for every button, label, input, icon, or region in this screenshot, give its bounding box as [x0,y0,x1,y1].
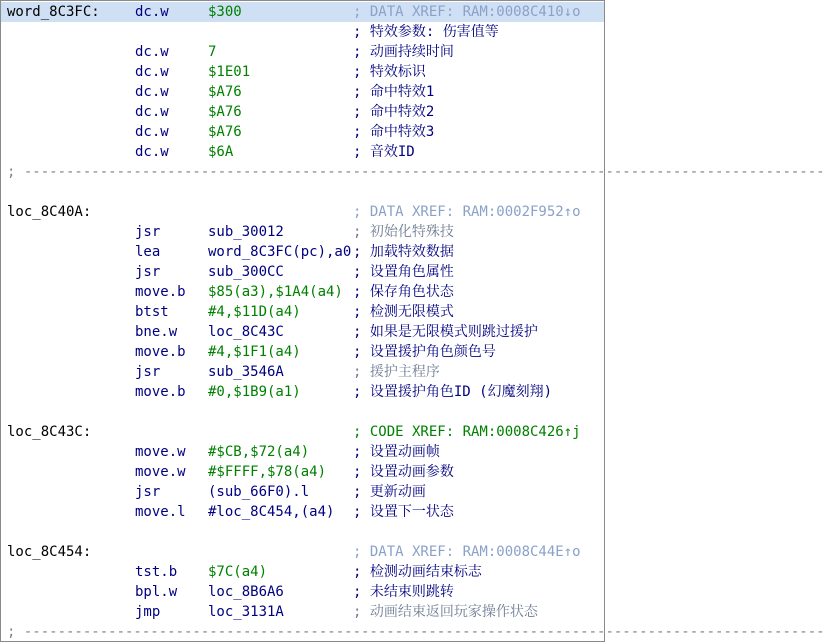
label-line[interactable] [1,422,604,442]
line-comment: ; 设置下一状态 [353,504,454,520]
xref-comment: ; CODE XREF: RAM:0008C426↑j [353,424,581,440]
line-comment: ; 加载特效数据 [353,244,454,260]
line-comment: ; 命中特效2 [353,104,435,120]
instruction-mnemonic[interactable]: dc.w [135,104,169,120]
instruction-mnemonic[interactable]: move.w [135,464,186,480]
instruction-operand[interactable]: $A76 [208,104,242,120]
separator: ; ----------------------------------------------------------------------------------------------- [7,164,825,180]
code-label[interactable]: loc_8C454: [7,544,92,560]
instruction-mnemonic[interactable]: move.b [135,384,186,400]
code-line[interactable] [1,342,604,362]
code-line[interactable] [1,122,604,142]
instruction-mnemonic[interactable]: jsr [135,224,161,240]
instruction-mnemonic[interactable]: jsr [135,364,161,380]
line-comment: ; 动画持续时间 [353,44,454,60]
code-line[interactable] [1,142,604,162]
line-comment: ; 设置动画参数 [353,464,454,480]
separator: ; ----------------------------------------------------------------------------------------------- [7,624,825,640]
instruction-mnemonic[interactable]: bne.w [135,324,178,340]
instruction-operand[interactable]: #4,$1F1(a4) [208,344,301,360]
code-line[interactable] [1,22,604,42]
code-line[interactable] [1,462,604,482]
code-line[interactable] [1,502,604,522]
instruction-mnemonic[interactable]: btst [135,304,169,320]
line-comment: ; 如果是无限模式则跳过援护 [353,324,538,340]
instruction-mnemonic[interactable]: jsr [135,264,161,280]
instruction-operand[interactable]: $300 [208,4,242,20]
code-line[interactable] [1,82,604,102]
code-label[interactable]: word_8C3FC: [7,4,100,20]
code-line[interactable] [1,562,604,582]
instruction-mnemonic[interactable]: dc.w [135,44,169,60]
instruction-operand[interactable]: loc_8C43C [208,324,284,340]
instruction-mnemonic[interactable]: jmp [135,604,161,620]
instruction-operand[interactable]: loc_3131A [208,604,284,620]
code-line[interactable] [1,402,604,422]
code-line[interactable] [1,382,604,402]
code-line[interactable] [1,602,604,622]
code-line[interactable] [1,62,604,82]
instruction-operand[interactable]: #0,$1B9(a1) [208,384,301,400]
line-comment: ; 更新动画 [353,484,426,500]
line-comment: ; 检测无限模式 [353,304,454,320]
instruction-operand[interactable]: $1E01 [208,64,251,80]
instruction-mnemonic[interactable]: lea [135,244,161,260]
instruction-operand[interactable]: #4,$11D(a4) [208,304,301,320]
line-comment: ; 特效参数: 伤害值等 [353,24,499,40]
separator-line[interactable] [1,622,825,642]
instruction-operand[interactable]: $A76 [208,84,242,100]
label-line[interactable] [1,542,604,562]
code-line[interactable] [1,102,604,122]
code-line[interactable] [1,522,604,542]
instruction-operand[interactable]: #loc_8C454,(a4) [208,504,335,520]
label-line[interactable] [1,2,604,22]
line-comment: ; 设置动画帧 [353,444,440,460]
code-line[interactable] [1,42,604,62]
instruction-operand[interactable]: $A76 [208,124,242,140]
code-label[interactable]: loc_8C40A: [7,204,92,220]
code-label[interactable]: loc_8C43C: [7,424,92,440]
instruction-mnemonic[interactable]: move.b [135,284,186,300]
xref-comment: ; DATA XREF: RAM:0002F952↑o [353,204,581,220]
instruction-mnemonic[interactable]: dc.w [135,124,169,140]
code-line[interactable] [1,282,604,302]
label-line[interactable] [1,202,604,222]
instruction-operand[interactable]: 7 [208,44,217,60]
instruction-operand[interactable]: sub_30012 [208,224,284,240]
instruction-operand[interactable]: word_8C3FC(pc),a0 [208,244,352,260]
line-comment: ; 未结束则跳转 [353,584,454,600]
instruction-operand[interactable]: $85(a3),$1A4(a4) [208,284,343,300]
instruction-mnemonic[interactable]: jsr [135,484,161,500]
instruction-mnemonic[interactable]: tst.b [135,564,178,580]
line-comment: ; 命中特效1 [353,84,435,100]
line-comment: ; 援护主程序 [353,364,440,380]
code-line[interactable] [1,362,604,382]
instruction-mnemonic[interactable]: dc.w [135,144,169,160]
code-line[interactable] [1,302,604,322]
instruction-operand[interactable]: $6A [208,144,234,160]
instruction-operand[interactable]: (sub_66F0).l [208,484,310,500]
instruction-operand[interactable]: sub_300CC [208,264,284,280]
instruction-mnemonic[interactable]: dc.w [135,84,169,100]
line-comment: ; 动画结束返回玩家操作状态 [353,604,538,620]
code-line[interactable] [1,182,604,202]
instruction-mnemonic[interactable]: move.w [135,444,186,460]
line-comment: ; 保存角色状态 [353,284,454,300]
line-comment: ; 设置角色属性 [353,264,454,280]
line-comment: ; 检测动画结束标志 [353,564,482,580]
code-line[interactable] [1,222,604,242]
instruction-operand[interactable]: #$CB,$72(a4) [208,444,310,460]
code-line[interactable] [1,322,604,342]
instruction-operand[interactable]: sub_3546A [208,364,284,380]
code-line[interactable] [1,582,604,602]
xref-comment: ; DATA XREF: RAM:0008C410↓o [353,4,581,20]
line-comment: ; 音效ID [353,144,415,160]
xref-comment: ; DATA XREF: RAM:0008C44E↑o [353,544,581,560]
instruction-operand[interactable]: #$FFFF,$78(a4) [208,464,327,480]
line-comment: ; 设置援护角色颜色号 [353,344,496,360]
separator-line[interactable] [1,162,825,182]
code-line[interactable] [1,262,604,282]
instruction-mnemonic[interactable]: bpl.w [135,584,178,600]
instruction-mnemonic[interactable]: move.b [135,344,186,360]
line-comment: ; 初始化特殊技 [353,224,454,240]
instruction-mnemonic[interactable]: move.l [135,504,186,520]
code-line[interactable] [1,482,604,502]
instruction-operand[interactable]: loc_8B6A6 [208,584,284,600]
instruction-mnemonic[interactable]: dc.w [135,4,169,20]
code-line[interactable] [1,242,604,262]
line-comment: ; 命中特效3 [353,124,435,140]
instruction-operand[interactable]: $7C(a4) [208,564,268,580]
line-comment: ; 特效标识 [353,64,426,80]
instruction-mnemonic[interactable]: dc.w [135,64,169,80]
code-line[interactable] [1,442,604,462]
line-comment: ; 设置援护角色ID (幻魔刻翔) [353,384,553,400]
